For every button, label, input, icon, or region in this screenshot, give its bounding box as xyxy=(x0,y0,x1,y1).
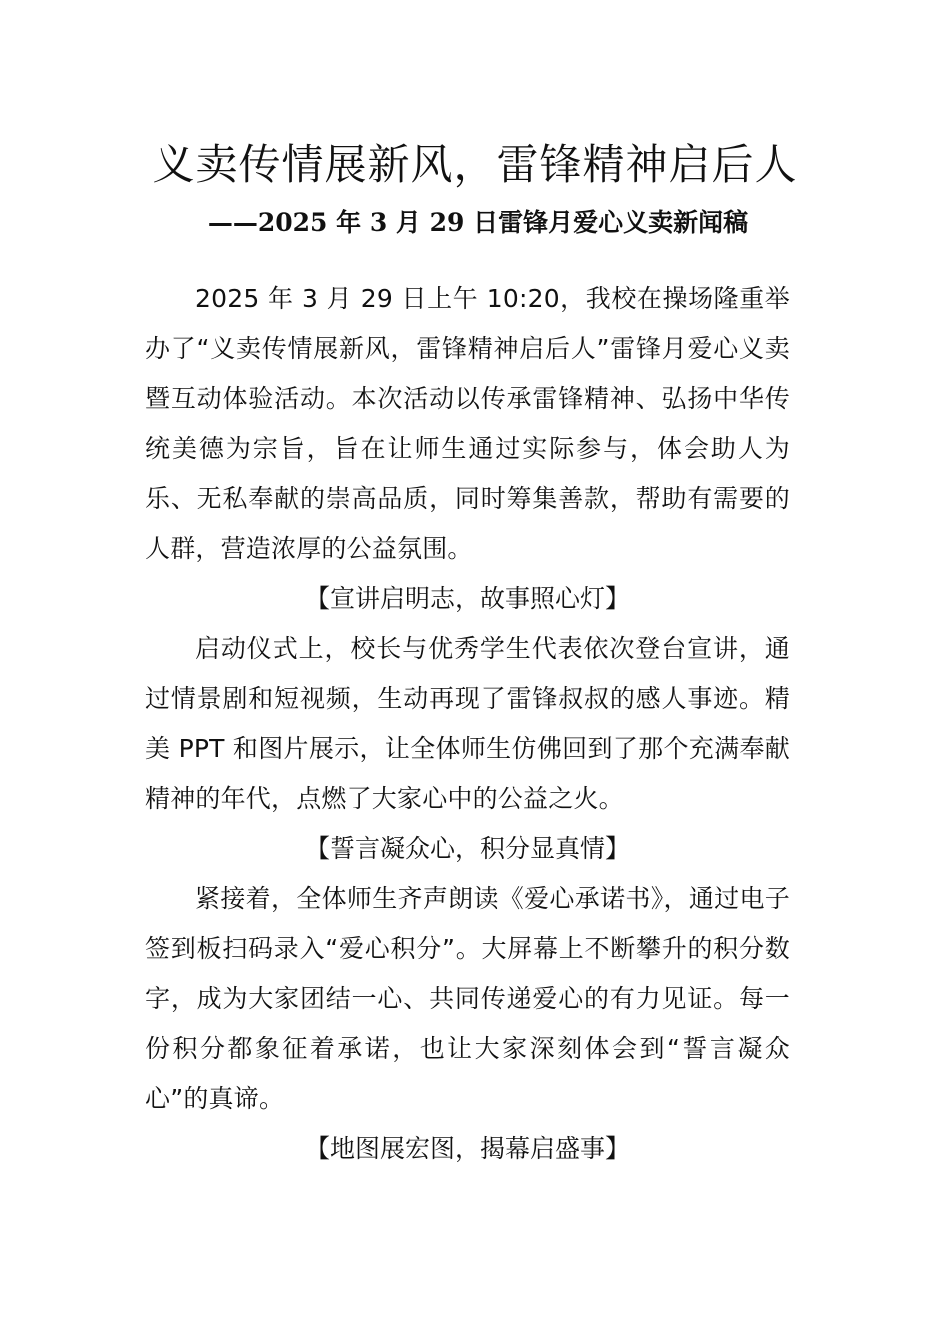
document-body xyxy=(145,274,790,1174)
section-heading: 【宣讲启明志，故事照心灯】 xyxy=(304,584,630,613)
section-paragraph: 启动仪式上，校长与优秀学生代表依次登台宣讲，通过情景剧和短视频，生动再现了雷锋叔叔的感人事迹。精美 PPT 和图片展示，让全体师生仿佛回到了那个充满奉献精神的年代，点燃了大家心中的公益之火。 xyxy=(145,634,790,813)
document-title: 义卖传情展新风，雷锋精神启后人 xyxy=(152,140,798,189)
section-paragraph: 紧接着，全体师生齐声朗读《爱心承诺书》，通过电子签到板扫码录入“爱心积分”。大屏幕上不断攀升的积分数字，成为大家团结一心、共同传递爱心的有力见证。每一份积分都象征着承诺，也让大家深刻体会到“誓言凝众心”的真谛。 xyxy=(145,884,790,1113)
intro-paragraph: 2025 年 3 月 29 日上午 10:20，我校在操场隆重举办了“义卖传情展新风，雷锋精神启后人”雷锋月爱心义卖暨互动体验活动。本次活动以传承雷锋精神、弘扬中华传统美德为宗旨，旨在让师生通过实际参与，体会助人为乐、无私奉献的崇高品质，同时筹集善款，帮助有需要的人群，营造浓厚的公益氛围。 xyxy=(145,284,790,563)
section-heading: 【地图展宏图，揭幕启盛事】 xyxy=(304,1134,630,1163)
section-heading: 【誓言凝众心，积分显真情】 xyxy=(304,834,630,863)
document-subtitle: ——2025 年 3 月 29 日雷锋月爱心义卖新闻稿 xyxy=(207,208,749,237)
